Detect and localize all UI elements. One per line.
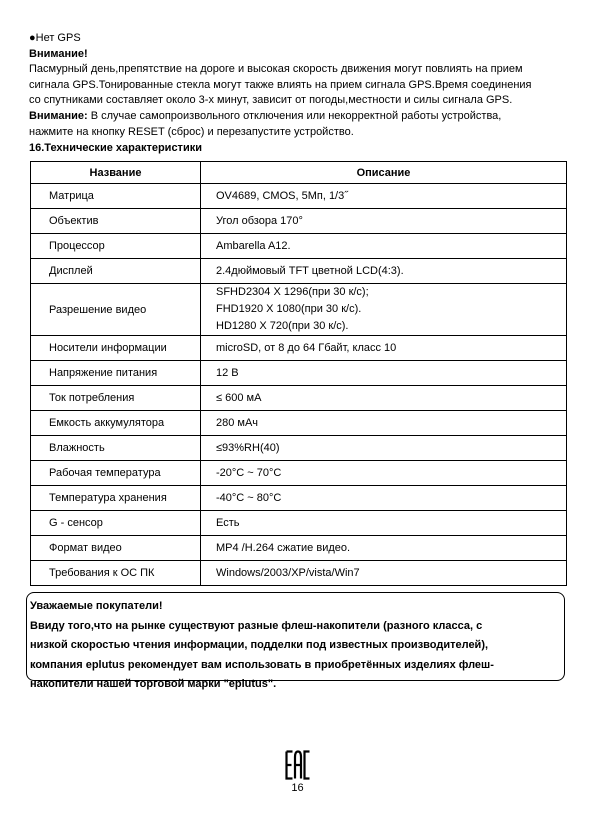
row-desc-line: SFHD2304 X 1296(при 30 к/с);: [216, 286, 369, 298]
reset-note-line: нажмите на кнопку RESET (сброс) и перезапустите устройство.: [29, 125, 354, 138]
table-row: [31, 461, 567, 486]
table-row: [31, 486, 567, 511]
gps-paragraph-line: Пасмурный день,препятствие на дороге и высокая скорость движения могут повлиять на прием: [29, 63, 523, 76]
notice-line: компания eplutus рекомендует вам использовать в приобретённых изделиях флеш-: [30, 658, 494, 671]
row-desc: Угол обзора 170°: [201, 209, 567, 234]
row-name: Формат видео: [31, 536, 201, 561]
row-desc: 280 мАч: [201, 411, 567, 436]
section-title: 16.Технические характеристики: [29, 142, 202, 155]
gps-paragraph-line: со спутниками составляет около 3-х минут, зависит от погоды,местности и силы сигнала GPS.: [29, 94, 513, 107]
notice-title: Уважаемые покупатели!: [30, 600, 163, 612]
row-name: Емкость аккумулятора: [31, 411, 201, 436]
table-header-row: [31, 162, 567, 184]
row-desc: 12 В: [201, 361, 567, 386]
table-row: [31, 561, 567, 586]
table-row: [31, 259, 567, 284]
table-row: [31, 209, 567, 234]
row-name: Разрешение видео: [31, 284, 201, 336]
table-row: [31, 436, 567, 461]
notice-line: низкой скоростью чтения информации, подделки под известных производителей),: [30, 639, 489, 651]
table-row: [31, 361, 567, 386]
row-name: Напряжение питания: [31, 361, 201, 386]
table-row: [31, 536, 567, 561]
row-name: Рабочая температура: [31, 461, 201, 486]
table-row: [31, 386, 567, 411]
row-desc: OV4689, CMOS, 5Мп, 1/3˝: [201, 184, 567, 209]
attention-heading: Внимание!: [29, 47, 88, 60]
attention-label: Внимание:: [29, 109, 88, 122]
reset-note-text: В случае самопроизвольного отключения или некорректной работы устройства,: [87, 109, 502, 122]
table-row: [31, 234, 567, 259]
gps-paragraph-line: сигнала GPS.Тонированные стекла могут также влиять на прием сигнала GPS.Время соединения: [29, 78, 532, 91]
no-gps-line: ●Нет GPS: [29, 32, 81, 44]
intro-text: [29, 31, 574, 155]
row-name: Матрица: [31, 184, 201, 209]
row-desc: -20°C ~ 70°C: [201, 461, 567, 486]
reset-note-line: [29, 109, 574, 125]
row-desc: Windows/2003/XP/vista/Win7: [201, 561, 567, 586]
row-name: Процессор: [31, 234, 201, 259]
row-desc: Ambarella A12.: [201, 234, 567, 259]
row-desc: microSD, от 8 до 64 Гбайт, класс 10: [201, 336, 567, 361]
row-desc-line: HD1280 X 720(при 30 к/с).: [216, 320, 349, 332]
page-number: 16: [291, 782, 304, 794]
row-name: G - сенсор: [31, 511, 201, 536]
eac-mark-icon: [285, 750, 311, 780]
row-desc: Есть: [201, 511, 567, 536]
table-row: [31, 511, 567, 536]
header-description: Описание: [201, 162, 567, 184]
row-name: Требования к ОС ПК: [31, 561, 201, 586]
table-row: [31, 336, 567, 361]
row-name: Носители информации: [31, 336, 201, 361]
row-name: Ток потребления: [31, 386, 201, 411]
table-row: [31, 284, 567, 336]
row-name: Объектив: [31, 209, 201, 234]
row-desc: ≤ 600 мА: [201, 386, 567, 411]
header-name: Название: [31, 162, 201, 184]
row-desc: ≤93%RH(40): [201, 436, 567, 461]
row-desc: MP4 /H.264 сжатие видео.: [201, 536, 567, 561]
row-name: Температура хранения: [31, 486, 201, 511]
row-name: Влажность: [31, 436, 201, 461]
customer-notice-box: [26, 592, 565, 690]
table-row: [31, 184, 567, 209]
row-desc: 2.4дюймовый TFT цветной LCD(4:3).: [201, 259, 567, 284]
row-desc: [201, 284, 567, 336]
row-desc: -40°C ~ 80°C: [201, 486, 567, 511]
row-name: Дисплей: [31, 259, 201, 284]
notice-line: накопители нашей торговой марки "eplutus".: [30, 678, 277, 690]
table-row: [31, 411, 567, 436]
row-desc-line: FHD1920 X 1080(при 30 к/с).: [216, 303, 362, 315]
notice-line: Ввиду того,что на рынке существуют разные флеш-накопители (разного класса, с: [30, 619, 483, 632]
spec-table: [30, 161, 567, 586]
